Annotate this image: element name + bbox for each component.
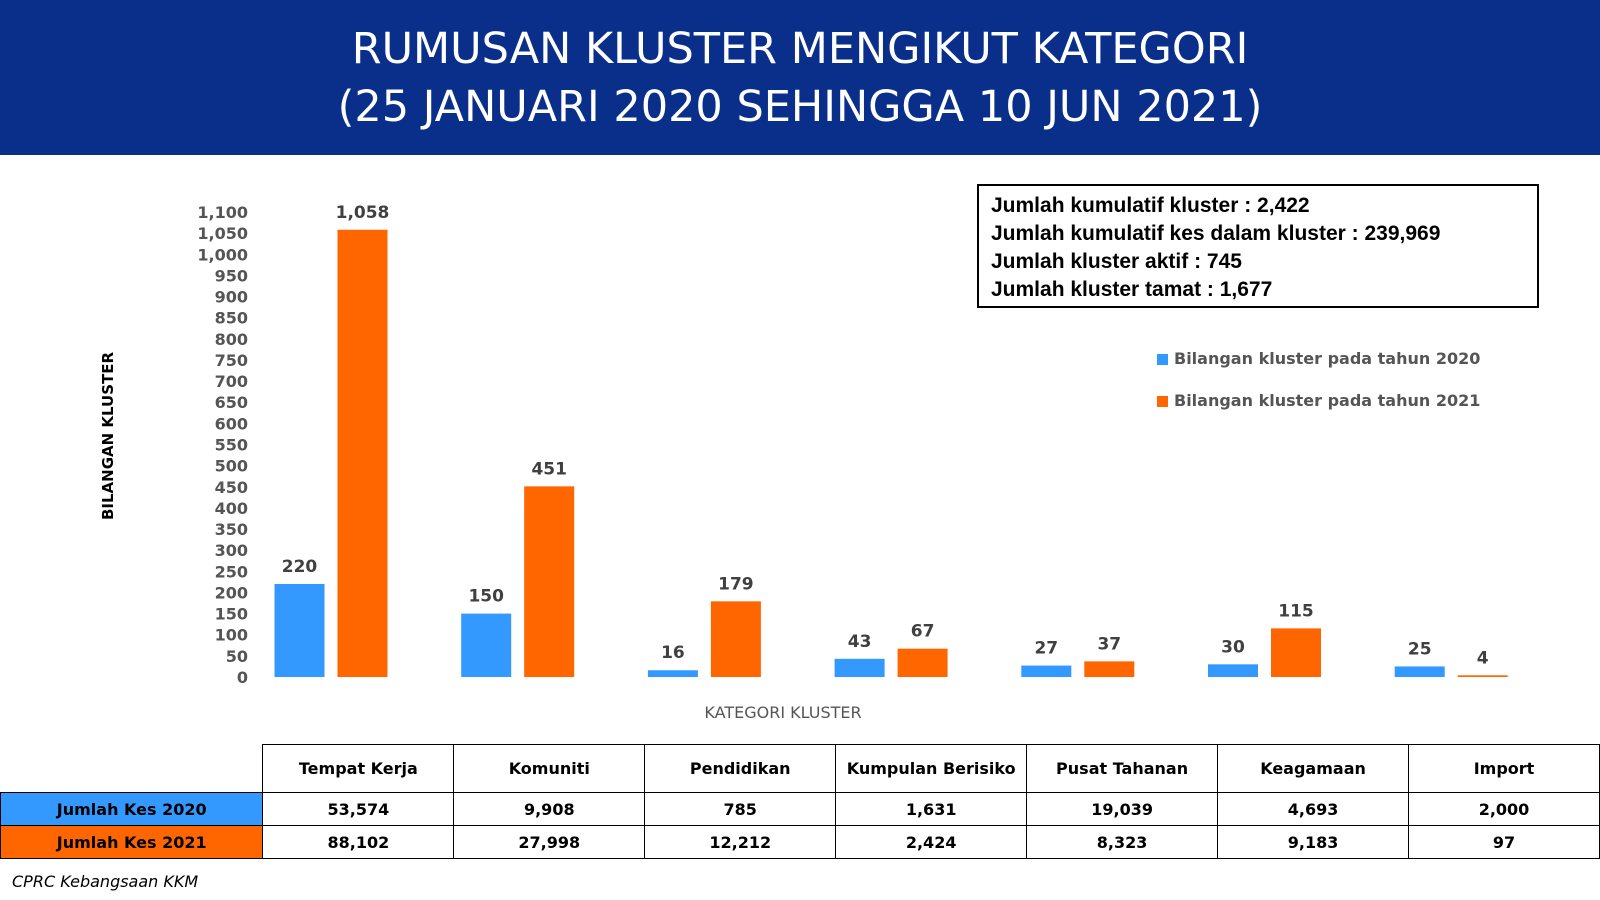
y-tick-label: 250 <box>214 562 248 582</box>
row-label-2021: Jumlah Kes 2021 <box>1 826 263 859</box>
data-label-2020: 27 <box>1034 638 1059 659</box>
y-tick-label: 1,050 <box>197 224 248 244</box>
bar-2021 <box>711 601 761 677</box>
y-tick-label: 1,100 <box>197 203 248 222</box>
y-tick-label: 950 <box>214 266 248 286</box>
data-label-2021: 37 <box>1097 634 1122 655</box>
bar-2021 <box>1084 661 1134 677</box>
table-row <box>1 826 1600 859</box>
bar-2020 <box>275 584 325 677</box>
y-axis-label: BILANGAN KLUSTER <box>99 351 117 521</box>
y-tick-label: 400 <box>214 498 248 518</box>
y-tick-label: 50 <box>225 646 248 666</box>
bar-2021 <box>524 486 574 677</box>
row-label-2020: Jumlah Kes 2020 <box>1 793 263 826</box>
bar-2020 <box>835 659 885 677</box>
title-banner <box>0 0 1600 155</box>
legend-swatch-2020 <box>1157 354 1168 365</box>
table-cell: 2,000 <box>1409 793 1600 826</box>
source-note: CPRC Kebangsaan KKM <box>12 872 199 891</box>
data-label-2020: 150 <box>468 586 504 607</box>
data-label-2021: 451 <box>531 459 567 480</box>
x-axis-label: KATEGORI KLUSTER <box>704 703 862 722</box>
legend-swatch-2021 <box>1157 396 1168 407</box>
y-tick-label: 550 <box>214 435 248 455</box>
legend-item-2021 <box>1157 391 1480 410</box>
y-tick-label: 900 <box>214 287 248 307</box>
y-tick-label: 150 <box>214 604 248 624</box>
table-header-cell: Kumpulan Berisiko <box>836 745 1027 793</box>
table-header-cell: Pusat Tahanan <box>1027 745 1218 793</box>
y-tick-label: 1,000 <box>197 245 248 265</box>
case-table <box>0 744 1600 859</box>
y-tick-label: 350 <box>214 520 248 540</box>
data-label-2020: 30 <box>1221 637 1245 658</box>
data-label-2020: 220 <box>281 557 318 577</box>
title-line-2: (25 JANUARI 2020 SEHINGGA 10 JUN 2021) <box>337 82 1263 132</box>
y-tick-label: 0 <box>236 668 248 687</box>
table-cell: 9,183 <box>1218 826 1409 859</box>
y-tick-label: 600 <box>214 414 248 434</box>
table-cell: 4,693 <box>1218 793 1409 826</box>
table-cell: 9,908 <box>454 793 645 826</box>
table-cell: 53,574 <box>263 793 454 826</box>
y-tick-label: 500 <box>214 456 248 476</box>
data-label-2021: 179 <box>718 574 754 595</box>
bar-2021 <box>1458 675 1508 677</box>
y-tick-label: 650 <box>214 393 248 413</box>
table-cell: 97 <box>1409 826 1600 859</box>
table-cell: 8,323 <box>1027 826 1218 859</box>
y-tick-label: 450 <box>214 477 248 497</box>
data-label-2021: 67 <box>910 621 935 642</box>
table-cell: 19,039 <box>1027 793 1218 826</box>
y-tick-label: 800 <box>214 329 248 349</box>
bar-2021 <box>1271 628 1321 677</box>
title-line-1: RUMUSAN KLUSTER MENGIKUT KATEGORI <box>351 24 1249 74</box>
data-label-2020: 16 <box>661 643 685 664</box>
table-cell: 27,998 <box>454 826 645 859</box>
data-label-2020: 25 <box>1407 639 1432 660</box>
table-header-cell: Pendidikan <box>645 745 836 793</box>
legend-item-2020 <box>1157 349 1480 368</box>
summary-total-cases: Jumlah kumulatif kes dalam kluster : 239,969 <box>991 222 1441 245</box>
table-cell: 1,631 <box>836 793 1027 826</box>
bar-2021 <box>338 230 388 677</box>
table-header-cell: Tempat Kerja <box>263 745 454 793</box>
data-label-2021: 115 <box>1278 601 1314 622</box>
bar-2020 <box>461 614 511 677</box>
legend-label-2021: Bilangan kluster pada tahun 2021 <box>1174 391 1481 410</box>
table-header-cell: Komuniti <box>454 745 645 793</box>
bar-2020 <box>1208 664 1258 677</box>
summary-total-clusters: Jumlah kumulatif kluster : 2,422 <box>991 194 1310 217</box>
y-tick-label: 100 <box>214 625 248 645</box>
table-cell: 88,102 <box>263 826 454 859</box>
summary-ended-clusters: Jumlah kluster tamat : 1,677 <box>991 278 1273 301</box>
bar-2020 <box>1021 666 1071 677</box>
bar-2020 <box>648 670 698 677</box>
y-tick-label: 700 <box>214 372 248 392</box>
bar-2021 <box>898 649 948 677</box>
table-cell: 2,424 <box>836 826 1027 859</box>
y-tick-label: 850 <box>214 308 248 328</box>
y-tick-label: 200 <box>214 583 248 603</box>
legend-label-2020: Bilangan kluster pada tahun 2020 <box>1174 349 1481 368</box>
table-header-cell: Keagamaan <box>1218 745 1409 793</box>
table-cell: 12,212 <box>645 826 836 859</box>
summary-active-clusters: Jumlah kluster aktif : 745 <box>991 250 1242 273</box>
y-tick-label: 300 <box>214 541 248 561</box>
table-cell: 785 <box>645 793 836 826</box>
data-label-2021: 1,058 <box>335 202 390 223</box>
data-label-2020: 43 <box>847 631 872 652</box>
summary-box <box>977 184 1539 308</box>
table-corner <box>1 745 263 793</box>
y-tick-label: 750 <box>214 350 248 370</box>
table-row <box>1 793 1600 826</box>
bar-2020 <box>1395 666 1445 677</box>
table-header-row <box>1 745 1600 793</box>
table-header-cell: Import <box>1409 745 1600 793</box>
data-label-2021: 4 <box>1476 648 1489 669</box>
